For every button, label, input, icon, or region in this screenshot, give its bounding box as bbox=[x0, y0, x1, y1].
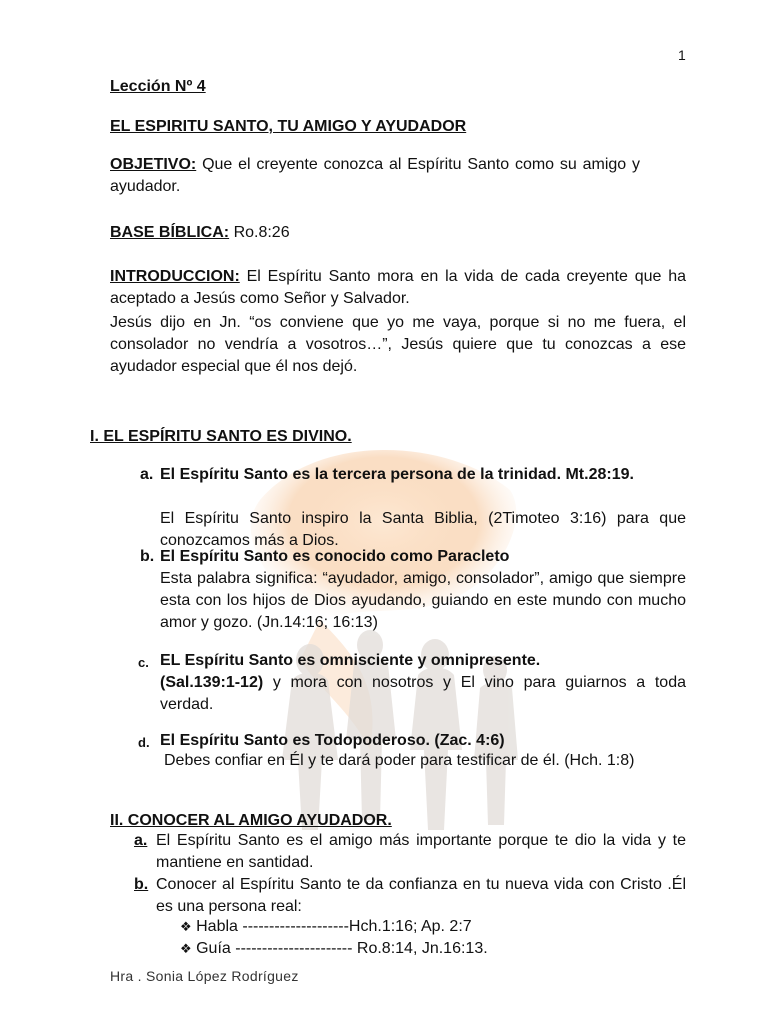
page-number: 1 bbox=[678, 47, 686, 63]
base-biblica-label: BASE BÍBLICA: bbox=[110, 224, 230, 241]
lesson-label: Lección Nº 4 bbox=[110, 78, 206, 95]
section-1-item-a-label: a. bbox=[140, 466, 154, 483]
section-1-item-d-text: Debes confiar en Él y te dará poder para testificar de él. (Hch. 1:8) bbox=[164, 752, 635, 769]
bullet-item bbox=[180, 916, 472, 938]
section-1-item-c-title: EL Espíritu Santo es omnisciente y omnipresente. bbox=[160, 652, 541, 669]
section-2-item-b-label: b. bbox=[134, 876, 149, 893]
bullet-text-habla: Habla --------------------Hch.1:16; Ap. 2:7 bbox=[196, 918, 472, 935]
introduccion-text-2: Jesús dijo en Jn. “os conviene que yo me vaya, porque si no me fuera, el consolador no vendría a vosotros…”, Jesús quiere que tu conozcas a ese ayudador especial que él nos dejó. bbox=[110, 314, 686, 375]
base-biblica-paragraph bbox=[110, 222, 290, 244]
section-2-item-a-label: a. bbox=[134, 832, 148, 849]
section-1-item-b-title: El Espíritu Santo es conocido como Paracleto bbox=[160, 548, 510, 565]
section-1-item-a-title: El Espíritu Santo es la tercera persona de la trinidad. Mt.28:19. bbox=[160, 466, 634, 483]
section-1-item-c-label: c. bbox=[138, 655, 149, 670]
section-1-item-d-label: d. bbox=[138, 735, 150, 750]
section-1-item-c-text: y mora con nosotros y El vino para guiarnos a toda verdad. bbox=[160, 674, 686, 713]
section-1-item-b-text: Esta palabra significa: “ayudador, amigo, consolador”, amigo que siempre esta con los hijos de Dios ayudando, guiando en este mundo con mucho amor y gozo. (Jn.14:16; 16:13) bbox=[160, 570, 686, 631]
section-1-item-a-text: El Espíritu Santo inspiro la Santa Biblia, (2Timoteo 3:16) para que conozcamos más a Dios. bbox=[160, 510, 686, 549]
objective-label: OBJETIVO: bbox=[110, 156, 197, 173]
diamond-bullet-icon: ❖ bbox=[180, 941, 192, 956]
base-biblica-text: Ro.8:26 bbox=[233, 224, 290, 241]
introduccion-paragraph bbox=[110, 266, 686, 310]
objective-text: Que el creyente conozca al Espíritu Santo como su amigo y ayudador. bbox=[110, 156, 641, 195]
watermark-image bbox=[200, 430, 560, 850]
section-1-item-d-title: El Espíritu Santo es Todopoderoso. (Zac. 4:6) bbox=[160, 732, 505, 749]
introduccion-text-1: El Espíritu Santo mora en la vida de cada creyente que ha aceptado a Jesús como Señor y Salvador. bbox=[110, 268, 686, 307]
bullet-item bbox=[180, 938, 488, 960]
diamond-bullet-icon: ❖ bbox=[180, 919, 192, 934]
section-1-item-c-ref: (Sal.139:1-12) bbox=[160, 674, 264, 691]
lesson-title: EL ESPIRITU SANTO, TU AMIGO Y AYUDADOR bbox=[110, 118, 467, 135]
section-1-item-c-paragraph bbox=[160, 672, 686, 716]
section-2-item-a-text: El Espíritu Santo es el amigo más importante porque te dio la vida y te mantiene en santidad. bbox=[156, 832, 686, 871]
section-1-item-b-label: b. bbox=[140, 548, 155, 565]
section-2-heading: II. CONOCER AL AMIGO AYUDADOR. bbox=[110, 812, 392, 829]
footer-author: Hra . Sonia López Rodríguez bbox=[110, 968, 299, 984]
section-1-heading: I. EL ESPÍRITU SANTO ES DIVINO. bbox=[90, 428, 352, 445]
introduccion-label: INTRODUCCION: bbox=[110, 268, 240, 285]
section-2-item-b-text: Conocer al Espíritu Santo te da confianza en tu nueva vida con Cristo .Él es una persona real: bbox=[156, 876, 686, 915]
section-2-number-and-heading bbox=[110, 810, 392, 832]
objective-paragraph bbox=[110, 154, 640, 198]
bullet-text-guia: Guía ---------------------- Ro.8:14, Jn.16:13. bbox=[196, 940, 488, 957]
